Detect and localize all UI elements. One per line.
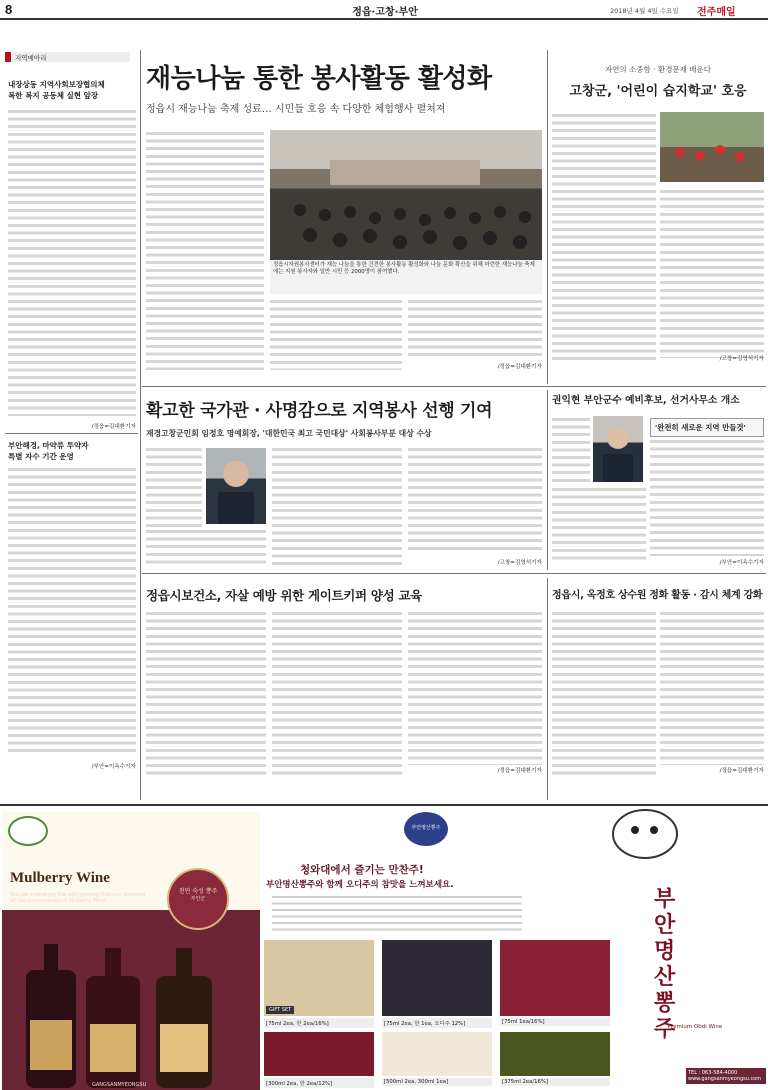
article3-headline: 정읍시보건소, 자살 예방 위한 게이트키퍼 양성 교육 [146, 588, 423, 603]
bottle-icon [26, 944, 76, 1088]
advertisement [0, 804, 768, 1090]
main-col1 [146, 130, 264, 370]
side2-byline: /부안=이옥수기자 [719, 560, 764, 566]
newspaper-name: 전주매일 [697, 7, 736, 18]
divider [142, 573, 766, 574]
product-box [382, 940, 492, 1016]
ad-maker: GANGSANMYEONGSU [92, 1082, 147, 1088]
main-col3 [408, 298, 542, 360]
side1-byline: /고창=김영석기자 [719, 356, 764, 362]
column-body [8, 108, 136, 416]
column-divider [140, 50, 141, 800]
product-label: [75ml 2ea, 한 1ea, 오디주 12%] [382, 1018, 492, 1028]
wine-bottles [6, 940, 256, 1090]
column-divider [547, 578, 548, 800]
column-divider [547, 50, 548, 384]
bottle-icon [86, 948, 140, 1088]
product-box [264, 940, 374, 1016]
crowd-illustration [270, 130, 542, 260]
column-byline: /정읍=김대환기자 [91, 424, 136, 430]
mascot-icon [600, 800, 686, 860]
article4-byline: /정읍=김대환기자 [719, 768, 764, 774]
ad-contact: TEL : 063-584-4000 www.gangsanmyeongsu.com [686, 1068, 766, 1084]
side1-col2 [660, 188, 764, 358]
column-divider [547, 390, 548, 570]
side1-kicker: 자연의 소중함 · 환경문제 배운다 [604, 65, 712, 74]
audience [294, 204, 531, 250]
article2-byline: /고창=김영석기자 [497, 560, 542, 566]
article3-col3 [408, 610, 542, 765]
main-byline: /정읍=김대환기자 [497, 364, 542, 370]
ad-headline2: 부안명산뽕주와 함께 오디주의 참맛을 느껴보세요. [266, 880, 454, 890]
article2-col1b [146, 528, 266, 566]
bottle-icon [156, 948, 212, 1088]
main-headline: 재능나눔 통한 봉사활동 활성화 [146, 64, 492, 94]
ad-brand: Mulberry Wine [10, 870, 110, 886]
person-icon [593, 416, 643, 482]
article3-col1 [146, 610, 266, 775]
side1-col1 [552, 112, 656, 362]
product-box [264, 1032, 374, 1076]
ad-logo-icon [8, 816, 48, 846]
main-photo [270, 130, 542, 260]
ad-badge: 부안명산뽕주 [404, 812, 448, 846]
product-label: [500ml 2ea, 300ml 1ea] [382, 1078, 492, 1086]
article3-col2 [272, 610, 402, 775]
article4-col1 [552, 610, 656, 775]
article4-col2 [660, 610, 764, 765]
side1-photo [660, 112, 764, 182]
ad-body [272, 894, 522, 934]
product-label: [75ml 2ea, 한 2ea/16%] [264, 1018, 374, 1028]
article2-col2 [272, 446, 402, 566]
ad-calligraphy: 부안명산 뽕주 [654, 886, 676, 1041]
product-label: [375ml 2ea/16%] [500, 1078, 610, 1086]
side2-col1 [552, 416, 590, 496]
left2-body [8, 466, 136, 756]
ad-giftset: GIFT SET [266, 1006, 294, 1014]
left2-headline: 부안해경, 마약류 투약자 특별 자수 기간 운영 [8, 441, 89, 461]
product-label: [300ml 2ea, 한 2ea/12%] [264, 1078, 374, 1088]
article2-col3 [408, 446, 542, 554]
ad-calligraphy-en: Premium Obdi Wine [667, 1024, 723, 1030]
children-illustration [660, 112, 764, 182]
ad-left-panel [2, 812, 260, 1090]
product-box [500, 1032, 610, 1076]
article3-byline: /정읍=김대환기자 [497, 768, 542, 774]
main-col2 [270, 298, 402, 370]
side1-headline: 고창군, '어린이 습지학교' 호응 [569, 84, 747, 99]
person-icon [206, 448, 266, 524]
left2-byline: /부안=이옥수기자 [91, 764, 136, 770]
section-title: 정읍·고창·부안 [352, 7, 418, 18]
column-tag: 지역메아리 [5, 52, 130, 62]
product-box [500, 940, 610, 1016]
stage-banner [330, 160, 480, 185]
ad-seal: 천연 숙성 뽕주 부안군 [167, 868, 229, 930]
article4-headline: 정읍시, 옥정호 상수원 정화 활동 · 감시 체계 강화 [552, 590, 763, 601]
side2-quote: '완전히 새로운 지역 만들것' [650, 418, 764, 437]
ad-headline: 청와대에서 즐기는 만찬주! [300, 864, 424, 876]
column-headline: 내장상동 지역사회보장협의체 복한 복지 공동체 실현 앞장 [8, 80, 105, 100]
ad-product-grid [264, 940, 614, 1090]
side2-col2 [650, 438, 764, 556]
article2-subtitle: 재경고창군민회 임정호 명예회장, '대한민국 최고 국민대상' 사회봉사부분 대상 수상 [146, 429, 432, 438]
page-number: 8 [5, 2, 13, 17]
article2-headline: 확고한 국가관 · 사명감으로 지역봉사 선행 기여 [146, 401, 493, 421]
main-photo-caption: 정읍시자원봉사센터가 재능 나눔을 통한 건전한 봉사활동 활성화와 나눔 문화 확산을 위해 마련한 재능나눔 축제에는 지원 봉사자와 일반 시민 등 2000명이 참여했다. [270, 260, 542, 294]
side2-headline: 권익현 부안군수 예비후보, 선거사무소 개소 [552, 395, 740, 406]
divider [5, 433, 138, 434]
side2-portrait [593, 416, 643, 482]
product-label: [75ml 1ea/16%] [500, 1018, 610, 1026]
children [675, 145, 745, 162]
product-box [382, 1032, 492, 1076]
article2-portrait [206, 448, 266, 524]
issue-date: 2018년 4월 4일 수요일 [610, 7, 679, 15]
page-header [0, 0, 768, 20]
main-subtitle: 정읍시 재능나눔 축제 성료… 시민들 호응 속 다양한 체험행사 펼쳐져 [146, 104, 446, 115]
side2-col1b [552, 486, 646, 564]
ad-brand-sub: You can now enjoy the wild ginseng that you dreamed of! Gangsanmyengsu's Mulberry Wine. [10, 892, 146, 904]
divider [142, 386, 766, 387]
